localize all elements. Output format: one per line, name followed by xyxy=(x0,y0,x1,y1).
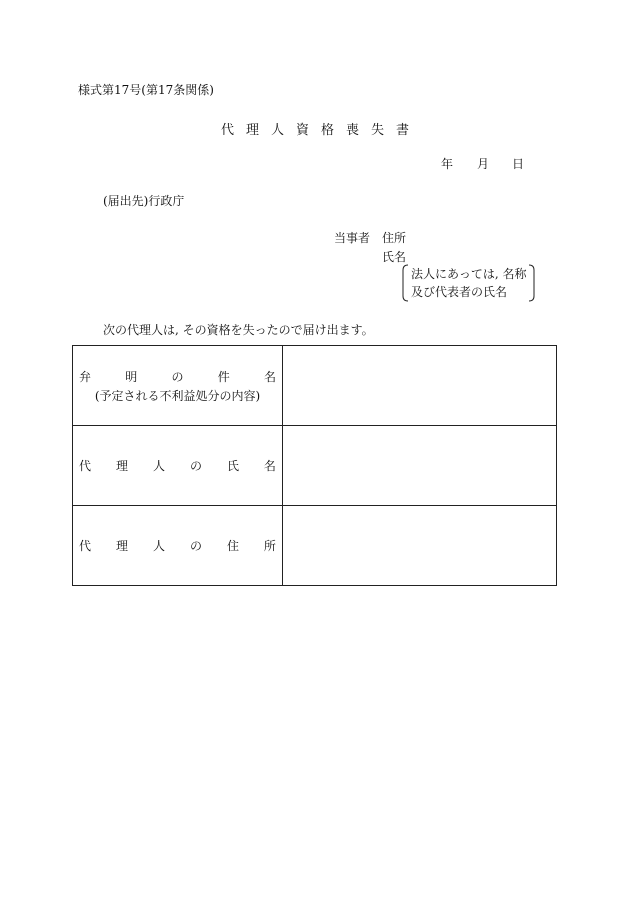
label-char: 名 xyxy=(263,369,276,384)
date-year-label: 年 xyxy=(441,157,454,171)
table-row xyxy=(73,506,557,586)
form-table xyxy=(72,345,557,586)
party-address-label: 住所 xyxy=(382,231,407,245)
corporate-note-line1: 法人にあっては, 名称 xyxy=(411,267,527,281)
label-char: 代 xyxy=(79,539,92,553)
label-char: 弁 xyxy=(79,369,92,384)
label-char: 理 xyxy=(115,459,128,473)
document-title: 代理人資格喪失書 xyxy=(220,123,421,138)
label-char: 代 xyxy=(79,459,92,473)
agent-name-field[interactable] xyxy=(283,426,557,506)
row-label xyxy=(73,368,282,385)
label-char: 理 xyxy=(115,539,128,553)
case-name-field[interactable] xyxy=(283,346,557,426)
row-label xyxy=(73,457,282,474)
row-label-cell xyxy=(73,426,283,506)
party-label: 当事者 xyxy=(334,231,371,245)
label-char: の xyxy=(189,539,202,553)
label-char: の xyxy=(171,369,184,384)
agent-address-field[interactable] xyxy=(283,506,557,586)
label-char: 明 xyxy=(125,369,138,384)
form-number: 様式第17号(第17条関係) xyxy=(78,83,214,97)
row-label-cell xyxy=(73,346,283,426)
label-char: 氏 xyxy=(226,459,239,473)
label-char: 名 xyxy=(263,459,276,473)
row-label xyxy=(73,537,282,554)
corporate-note-line2: 及び代表者の氏名 xyxy=(411,285,508,299)
label-char: 所 xyxy=(263,539,276,553)
date-day-label: 日 xyxy=(512,157,525,171)
table-row xyxy=(73,346,557,426)
addressee: (届出先)行政庁 xyxy=(103,194,185,208)
label-char: 人 xyxy=(152,539,165,553)
corporate-note-bracket xyxy=(401,264,536,302)
label-char: 住 xyxy=(226,539,239,553)
party-name-label: 氏名 xyxy=(382,250,407,264)
table-row xyxy=(73,426,557,506)
date-month-label: 月 xyxy=(477,157,490,171)
label-char: 人 xyxy=(152,459,165,473)
notice-text: 次の代理人は, その資格を失ったので届け出ます。 xyxy=(103,323,374,337)
row-sublabel: (予定される不利益処分の内容) xyxy=(94,388,261,403)
row-label-cell xyxy=(73,506,283,586)
label-char: の xyxy=(189,459,202,473)
label-char: 件 xyxy=(217,369,230,384)
